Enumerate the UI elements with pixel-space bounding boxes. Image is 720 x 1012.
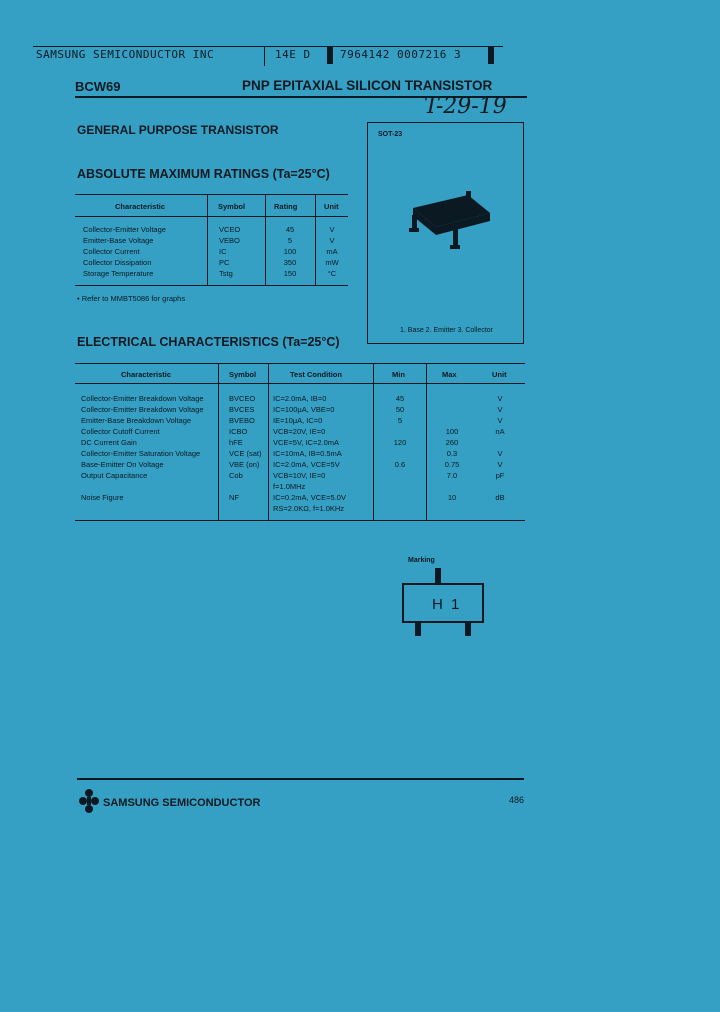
rating-column bbox=[270, 224, 310, 279]
col-header-unit: Unit bbox=[324, 202, 339, 211]
col-header-test-condition: Test Condition bbox=[290, 370, 342, 379]
row-test-condition: IC=2.0mA, VCE=5V bbox=[273, 460, 340, 469]
row-max bbox=[431, 415, 473, 426]
unit-column bbox=[319, 224, 345, 279]
table-col-divider bbox=[426, 363, 427, 521]
row-unit: V bbox=[497, 416, 503, 425]
col-header-rating: Rating bbox=[274, 202, 298, 211]
table-rule bbox=[75, 383, 525, 384]
col-header-characteristic: Characteristic bbox=[121, 370, 172, 379]
row-unit: pF bbox=[495, 471, 505, 480]
row-unit: dB bbox=[495, 493, 505, 502]
max-column bbox=[431, 393, 473, 503]
row-unit: V bbox=[497, 394, 503, 403]
row-test-condition: VCB=10V, IE=0 bbox=[273, 471, 326, 480]
row-symbol: BVEBO bbox=[229, 416, 255, 425]
table-rule bbox=[75, 216, 348, 217]
part-number: BCW69 bbox=[75, 79, 121, 94]
row-symbol: VEBO bbox=[219, 236, 240, 245]
row-max: 260 bbox=[445, 438, 459, 447]
header-code-2: 7964142 0007216 3 bbox=[340, 48, 462, 61]
row-max bbox=[431, 393, 473, 404]
symbol-column bbox=[229, 393, 262, 503]
row-symbol: IC bbox=[219, 247, 227, 256]
row-unit: V bbox=[497, 449, 503, 458]
row-min: 0.6 bbox=[394, 460, 406, 469]
row-unit: nA bbox=[495, 427, 505, 436]
row-characteristic: Collector-Emitter Voltage bbox=[83, 225, 166, 234]
row-symbol: Tstg bbox=[219, 269, 233, 278]
row-unit: V bbox=[329, 236, 335, 245]
row-characteristic: Output Capacitance bbox=[81, 471, 148, 480]
marking-code: H 1 bbox=[432, 596, 462, 613]
row-unit bbox=[480, 481, 520, 492]
table-rule bbox=[75, 363, 525, 364]
row-symbol: Cob bbox=[229, 471, 243, 480]
row-symbol: BVCES bbox=[229, 405, 255, 414]
abs-max-heading: ABSOLUTE MAXIMUM RATINGS (Ta=25°C) bbox=[77, 167, 330, 181]
row-max: 100 bbox=[445, 427, 459, 436]
row-unit: °C bbox=[327, 269, 337, 278]
page-number: 486 bbox=[509, 795, 525, 805]
unit-column bbox=[480, 393, 520, 503]
row-max: 0.3 bbox=[446, 449, 458, 458]
footer-rule bbox=[77, 778, 524, 780]
col-header-unit: Unit bbox=[492, 370, 507, 379]
row-test-condition: f=1.0MHz bbox=[273, 482, 306, 491]
row-min: 50 bbox=[395, 405, 405, 414]
abs-max-table bbox=[75, 194, 348, 286]
row-test-condition: VCE=5V, IC=2.0mA bbox=[273, 438, 340, 447]
col-header-symbol: Symbol bbox=[218, 202, 246, 211]
row-characteristic: Collector-Emitter Breakdown Voltage bbox=[81, 394, 204, 403]
test-condition-column bbox=[273, 393, 346, 514]
row-characteristic: DC Current Gain bbox=[81, 438, 137, 447]
row-characteristic: Collector-Emitter Breakdown Voltage bbox=[81, 405, 204, 414]
row-symbol: BVCEO bbox=[229, 394, 256, 403]
row-max bbox=[431, 404, 473, 415]
row-rating: 150 bbox=[283, 269, 297, 278]
row-characteristic: Emitter-Base Breakdown Voltage bbox=[81, 416, 192, 425]
table-col-divider bbox=[218, 363, 219, 521]
elec-table bbox=[75, 363, 525, 521]
row-min: 45 bbox=[395, 394, 405, 403]
row-max: 0.75 bbox=[444, 460, 460, 469]
characteristic-column bbox=[81, 393, 218, 503]
package-box bbox=[367, 122, 524, 344]
table-col-divider bbox=[207, 194, 208, 286]
package-pins: 1. Base 2. Emitter 3. Collector bbox=[400, 327, 493, 334]
row-characteristic: Collector-Emitter Saturation Voltage bbox=[81, 449, 201, 458]
header-divider bbox=[264, 46, 265, 66]
marking-label: Marking bbox=[408, 557, 435, 564]
row-characteristic: Collector Cutoff Current bbox=[81, 427, 160, 436]
row-test-condition: IC=10mA, IB=0.5mA bbox=[273, 449, 342, 458]
row-characteristic: Noise Figure bbox=[81, 493, 124, 502]
row-characteristic: Emitter-Base Voltage bbox=[83, 236, 154, 245]
table-rule bbox=[75, 520, 525, 521]
row-unit: V bbox=[329, 225, 335, 234]
table-row bbox=[83, 224, 203, 279]
row-unit: V bbox=[497, 460, 503, 469]
header-top-rule bbox=[33, 46, 503, 47]
graphs-note: • Refer to MMBT5086 for graphs bbox=[77, 294, 186, 303]
row-characteristic: Storage Temperature bbox=[83, 269, 154, 278]
row-rating: 100 bbox=[283, 247, 297, 256]
row-symbol: PC bbox=[219, 258, 230, 267]
row-characteristic: Collector Dissipation bbox=[83, 258, 152, 267]
company-header: SAMSUNG SEMICONDUCTOR INC bbox=[36, 48, 215, 61]
row-test-condition: IC=2.0mA, IB=0 bbox=[273, 394, 327, 403]
table-col-divider bbox=[315, 194, 316, 286]
table-rule bbox=[75, 285, 348, 286]
sot23-package-icon bbox=[398, 183, 498, 263]
subtitle: GENERAL PURPOSE TRANSISTOR bbox=[77, 123, 279, 137]
row-unit: mW bbox=[325, 258, 339, 267]
table-col-divider bbox=[265, 194, 266, 286]
row-symbol: VCEO bbox=[219, 225, 241, 234]
header-bar-right bbox=[488, 46, 494, 64]
row-characteristic: Base-Emitter On Voltage bbox=[81, 460, 164, 469]
footer-brand: SAMSUNG SEMICONDUCTOR bbox=[103, 797, 261, 809]
row-rating: 350 bbox=[283, 258, 297, 267]
row-characteristic: Collector Current bbox=[83, 247, 140, 256]
col-header-max: Max bbox=[442, 370, 457, 379]
row-characteristic bbox=[81, 481, 218, 492]
row-min: 120 bbox=[393, 438, 407, 447]
row-symbol: VBE (on) bbox=[229, 460, 260, 469]
header-bar-left bbox=[327, 46, 333, 64]
row-rating: 45 bbox=[285, 225, 295, 234]
row-unit: V bbox=[497, 405, 503, 414]
row-unit bbox=[480, 437, 520, 448]
min-column bbox=[379, 393, 421, 470]
row-test-condition: VCB=20V, IE=0 bbox=[273, 427, 326, 436]
table-col-divider bbox=[268, 363, 269, 521]
row-min bbox=[379, 426, 421, 437]
row-test-condition: IC=100μA, VBE=0 bbox=[273, 405, 335, 414]
row-symbol: hFE bbox=[229, 438, 243, 447]
elec-heading: ELECTRICAL CHARACTERISTICS (Ta=25°C) bbox=[77, 335, 340, 349]
handwritten-note: T-29-19 bbox=[424, 94, 507, 119]
row-rating: 5 bbox=[287, 236, 293, 245]
samsung-logo-icon bbox=[78, 788, 100, 814]
row-min: 5 bbox=[397, 416, 403, 425]
row-symbol bbox=[229, 481, 262, 492]
row-test-condition: IC=0.2mA, VCE=5.0V bbox=[273, 493, 346, 502]
row-max bbox=[431, 481, 473, 492]
col-header-characteristic: Characteristic bbox=[115, 202, 166, 211]
row-unit: mA bbox=[326, 247, 338, 256]
table-rule bbox=[75, 194, 348, 195]
symbol-column bbox=[219, 224, 240, 279]
row-symbol: ICBO bbox=[229, 427, 248, 436]
row-max: 10 bbox=[447, 493, 457, 502]
package-label: SOT-23 bbox=[378, 131, 403, 138]
row-test-condition: RS=2.0KΩ, f=1.0KHz bbox=[273, 504, 345, 513]
col-header-symbol: Symbol bbox=[229, 370, 257, 379]
row-min bbox=[379, 448, 421, 459]
row-symbol: NF bbox=[229, 493, 239, 502]
header-code-1: 14E D bbox=[275, 48, 311, 61]
table-col-divider bbox=[373, 363, 374, 521]
row-test-condition: IE=10μA, IC=0 bbox=[273, 416, 323, 425]
row-max: 7.0 bbox=[446, 471, 458, 480]
col-header-min: Min bbox=[392, 370, 405, 379]
device-title: PNP EPITAXIAL SILICON TRANSISTOR bbox=[242, 78, 493, 93]
row-symbol: VCE (sat) bbox=[229, 449, 262, 458]
